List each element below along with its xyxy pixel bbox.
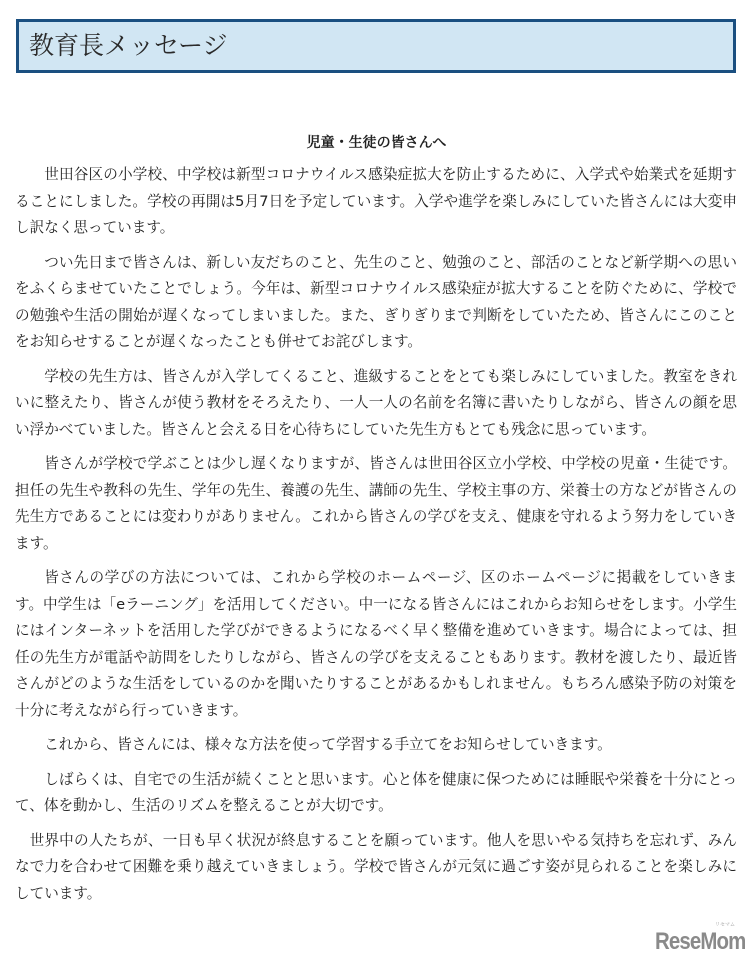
page-title: 教育長メッセージ (29, 31, 228, 60)
paragraph: 皆さんが学校で学ぶことは少し遅くなりますが、皆さんは世田谷区立小学校、中学校の児童・生徒です。担任の先生や教科の先生、学年の先生、養護の先生、講師の先生、学校主事の方、栄養士の方などが皆さんの先生方であることには変わりがありません。これから皆さんの学びを支え、健康を守れるよう努力をしていきます。 (15, 455, 737, 552)
paragraph: 世界中の人たちが、一日も早く状況が終息することを願っています。他人を思いやる気持ちを忘れず、みんなで力を合わせて困難を乗り越えていきましょう。学校で皆さんが元気に過ごす姿が見られることを楽しみにしています。 (15, 831, 737, 902)
watermark-ruby: リセマム (715, 922, 735, 928)
message-body (15, 162, 737, 915)
paragraph: 学校の先生方は、皆さんが入学してくること、進級することをとても楽しみにしていました。教室をきれいに整えたり、皆さんが使う教材をそろえたり、一人一人の名前を名簿に書いたりしながら、皆さんの顔を思い浮かべていました。皆さんと会える日を心待ちにしていた先生方もとても残念に思っています。 (15, 367, 737, 438)
message-subtitle: 児童・生徒の皆さんへ (306, 135, 447, 151)
resemom-logo: ReseMom (654, 928, 745, 955)
paragraph: 皆さんの学びの方法については、これから学校のホームページ、区のホームページに掲載をしていきます。中学生は「eラーニング」を活用してください。中一になる皆さんにはこれからお知らせをします。小学生にはインターネットを活用した学びができるようになるべく早く整備を進めていきます。場合によっては、担任の先生方が電話や訪問をしたりしながら、皆さんの学びを支えることもあります。教材を渡したり、最近皆さんがどのような生活をしているのかを聞いたりすることがあるかもしれません。もちろん感染予防の対策を十分に考えながら行っていきます。 (15, 569, 737, 719)
paragraph: しばらくは、自宅での生活が続くことと思います。心と体を健康に保つためには睡眠や栄養を十分にとって、体を動かし、生活のリズムを整えることが大切です。 (15, 770, 737, 814)
paragraph: 世田谷区の小学校、中学校は新型コロナウイルス感染症拡大を防止するために、入学式や始業式を延期することにしました。学校の再開は5月7日を予定しています。入学や進学を楽しみにしていた皆さんには大変申し訳なく思っています。 (15, 166, 737, 236)
page-header (16, 19, 736, 73)
paragraph: これから、皆さんには、様々な方法を使って学習する手立てをお知らせしていきます。 (44, 736, 612, 753)
paragraph: つい先日まで皆さんは、新しい友だちのこと、先生のこと、勉強のこと、部活のことなど新学期への思いをふくらませていたことでしょう。今年は、新型コロナウイルス感染症が拡大することを防ぐために、学校での勉強や生活の開始が遅くなってしまいました。また、ぎりぎりまで判断をしていたため、皆さんにこのことをお知らせすることが遅くなったことも併せてお詫びします。 (15, 253, 737, 350)
